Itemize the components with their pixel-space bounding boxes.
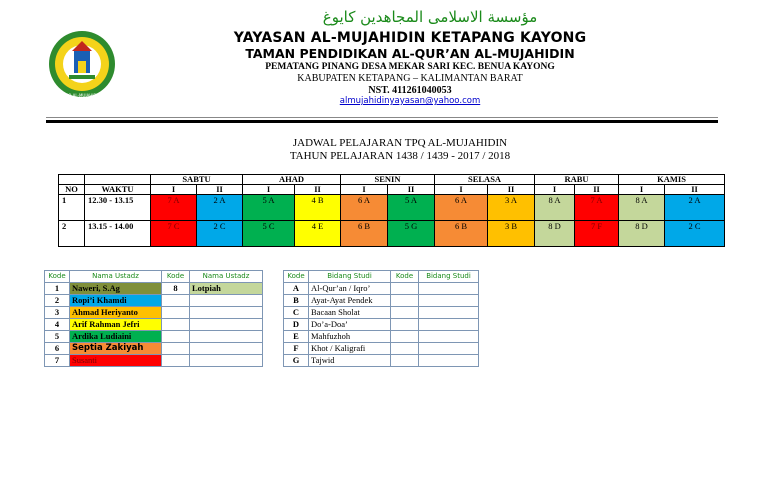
session-i: I [243, 185, 295, 195]
header-divider-thin [46, 117, 718, 118]
teacher-row [45, 295, 263, 307]
subject-table-header [284, 271, 479, 283]
schedule-table [58, 174, 725, 247]
teacher-name: Arif Rahman Jefri [70, 319, 162, 331]
schedule-cell: 6 B [435, 221, 488, 247]
subject-table [283, 270, 479, 367]
teacher-row [45, 283, 263, 295]
header-divider-thick [46, 120, 718, 123]
subject-code: E [284, 331, 309, 343]
subject-row [284, 283, 479, 295]
schedule-cell: 6 A [435, 195, 488, 221]
schedule-session-header [59, 185, 725, 195]
session-ii: II [488, 185, 535, 195]
col-no: NO [59, 185, 85, 195]
schedule-cell: 8 D [619, 221, 665, 247]
teacher-row [45, 355, 263, 367]
session-ii: II [665, 185, 725, 195]
schedule-cell: 8 A [535, 195, 575, 221]
schedule-cell: 8 A [619, 195, 665, 221]
school-logo [47, 25, 117, 103]
row-number: 2 [59, 221, 85, 247]
schedule-row [59, 221, 725, 247]
schedule-cell: 6 A [341, 195, 388, 221]
schedule-cell: 5 G [388, 221, 435, 247]
header-teacher-name: Nama Ustadz [70, 271, 162, 283]
schedule-day-header [59, 175, 725, 185]
schedule-cell: 2 C [665, 221, 725, 247]
arabic-title: مؤسسة الاسلامى المجاهدين كايوغ [322, 8, 538, 26]
teacher-name: Ardika Ludiaini [70, 331, 162, 343]
schedule-cell: 3 B [488, 221, 535, 247]
schedule-cell: 7 A [151, 195, 197, 221]
teacher-table-header [45, 271, 263, 283]
subject-code: D [284, 319, 309, 331]
day-senin: SENIN [341, 175, 435, 185]
subject-row [284, 295, 479, 307]
header-code: Kode [45, 271, 70, 283]
teacher-row [45, 307, 263, 319]
subject-code: B [284, 295, 309, 307]
subject-name: Al-Qur’an / Iqro’ [309, 283, 391, 295]
day-ahad: AHAD [243, 175, 341, 185]
session-i: I [619, 185, 665, 195]
teacher-name: Lotpiah [190, 283, 263, 295]
subject-name: Mahfuzhoh [309, 331, 391, 343]
nst-number: NST. 411261040053 [368, 85, 452, 96]
schedule-cell: 4 E [295, 221, 341, 247]
teacher-name: Susanti [70, 355, 162, 367]
teacher-name: Ahmad Heriyanto [70, 307, 162, 319]
subject-code: C [284, 307, 309, 319]
session-ii: II [388, 185, 435, 195]
teacher-row [45, 343, 263, 355]
day-selasa: SELASA [435, 175, 535, 185]
schedule-cell: 2 A [197, 195, 243, 221]
logo-text: TPQ AL-MUJAHIDIN [63, 93, 101, 98]
subject-row [284, 307, 479, 319]
row-number: 1 [59, 195, 85, 221]
day-rabu: RABU [535, 175, 619, 185]
schedule-cell: 5 A [243, 195, 295, 221]
teacher-name: Septia Zakiyah [70, 343, 162, 355]
schedule-row [59, 195, 725, 221]
day-kamis: KAMIS [619, 175, 725, 185]
session-ii: II [575, 185, 619, 195]
header-subject: Bidang Studi [419, 271, 479, 283]
subject-name: Tajwid [309, 355, 391, 367]
teacher-code: 7 [45, 355, 70, 367]
schedule-cell: 7 A [575, 195, 619, 221]
subject-name: Ayat-Ayat Pendek [309, 295, 391, 307]
teacher-name: Ropi’i Khamdi [70, 295, 162, 307]
header-code: Kode [391, 271, 419, 283]
subject-code: G [284, 355, 309, 367]
schedule-cell: 4 B [295, 195, 341, 221]
day-sabtu: SABTU [151, 175, 243, 185]
schedule-cell: 8 D [535, 221, 575, 247]
schedule-cell: 2 A [665, 195, 725, 221]
row-time: 13.15 - 14.00 [85, 221, 151, 247]
teacher-name: Naweri, S.Ag [70, 283, 162, 295]
row-time: 12.30 - 13.15 [85, 195, 151, 221]
foundation-name: YAYASAN AL-MUJAHIDIN KETAPANG KAYONG [233, 30, 587, 46]
teacher-code: 5 [45, 331, 70, 343]
schedule-cell: 2 C [197, 221, 243, 247]
teacher-code: 8 [162, 283, 190, 295]
header-teacher-name: Nama Ustadz [190, 271, 263, 283]
teacher-code: 3 [45, 307, 70, 319]
session-i: I [535, 185, 575, 195]
subject-row [284, 331, 479, 343]
schedule-title: JADWAL PELAJARAN TPQ AL-MUJAHIDIN [292, 137, 508, 149]
teacher-row [45, 331, 263, 343]
schedule-cell: 5 A [388, 195, 435, 221]
schedule-cell: 7 C [151, 221, 197, 247]
schedule-cell: 6 B [341, 221, 388, 247]
subject-row [284, 319, 479, 331]
col-time: WAKTU [85, 185, 151, 195]
subject-code: A [284, 283, 309, 295]
schedule-cell: 3 A [488, 195, 535, 221]
teacher-code: 2 [45, 295, 70, 307]
schedule-year: TAHUN PELAJARAN 1438 / 1439 - 2017 / 2018 [289, 150, 511, 162]
subject-code: F [284, 343, 309, 355]
header-code: Kode [284, 271, 309, 283]
header-subject: Bidang Studi [309, 271, 391, 283]
teacher-table [44, 270, 263, 367]
address-line-1: PEMATANG PINANG DESA MEKAR SARI KEC. BENUA KAYONG [265, 62, 555, 72]
session-i: I [341, 185, 388, 195]
schedule-cell: 5 C [243, 221, 295, 247]
teacher-code: 4 [45, 319, 70, 331]
session-i: I [151, 185, 197, 195]
address-line-2: KABUPATEN KETAPANG – KALIMANTAN BARAT [297, 73, 523, 84]
schedule-cell: 7 F [575, 221, 619, 247]
session-ii: II [197, 185, 243, 195]
school-name: TAMAN PENDIDIKAN AL-QUR’AN AL-MUJAHIDIN [245, 46, 575, 61]
teacher-code: 1 [45, 283, 70, 295]
session-i: I [435, 185, 488, 195]
subject-name: Do’a-Doa’ [309, 319, 391, 331]
teacher-row [45, 319, 263, 331]
subject-row [284, 343, 479, 355]
header-code: Kode [162, 271, 190, 283]
session-ii: II [295, 185, 341, 195]
subject-name: Bacaan Sholat [309, 307, 391, 319]
subject-row [284, 355, 479, 367]
email-link[interactable]: almujahidinyayasan@yahoo.com [339, 96, 481, 106]
teacher-code: 6 [45, 343, 70, 355]
subject-name: Khot / Kaligrafi [309, 343, 391, 355]
